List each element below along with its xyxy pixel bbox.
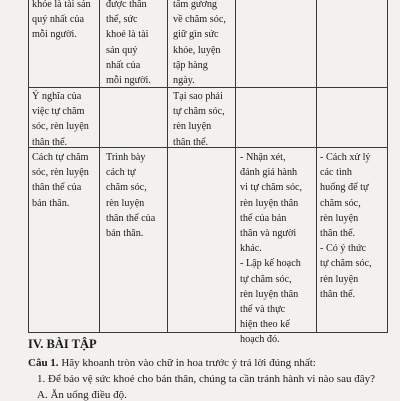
table-border-col4 — [235, 0, 236, 333]
table-cell-r1-c2: được thân thể, sức khoẻ là tài sản quý nhất của mỗi người. — [106, 0, 151, 87]
question-1-option-a: A. Ăn uống điều độ. — [37, 389, 127, 401]
question-1-text: Hãy khoanh tròn vào chữ in hoa trước ý trả lời đúng nhất: — [58, 357, 316, 369]
table-border-col2 — [99, 0, 100, 333]
question-1-line — [28, 357, 316, 369]
table-border-col3 — [167, 0, 168, 333]
table-cell-r1-c1: khỏe là tài sản quý nhất của mỗi người. — [32, 0, 91, 41]
question-1-label: Câu 1. — [28, 357, 59, 369]
table-cell-r3-c2: Trình bày cách tự chăm sóc, rèn luyện thân thể của bản thân. — [106, 152, 156, 240]
section-heading: IV. BÀI TẬP — [28, 337, 97, 351]
table-cell-r3-c4: - Nhận xét, đánh giá hành vi tự chăm sóc, rèn luyện thân thể của bản thân và người khác. - Lập kế hoạch tự chăm sóc, rèn luyện thân thể và thực hiện theo kế hoạch đó. — [240, 152, 303, 346]
table-cell-r1-c3: tấm gương về chăm sóc, giữ gìn sức khỏe, luyện tập hàng ngày. — [173, 0, 226, 87]
table-border-bottom — [28, 332, 388, 333]
table-cell-r2-c3: Tại sao phải tự chăm sóc, rèn luyện thân thể. — [173, 91, 225, 148]
table-cell-r2-c1: Ý nghĩa của việc tự chăm sóc, rèn luyện thân thể. — [32, 91, 89, 148]
table-cell-r3-c5: - Cách xử lý các tình huống để tự chăm sóc, rèn luyện thân thể. - Có ý thức tự chăm sóc, rèn luyện thân thể. — [320, 152, 372, 300]
table-border-col5 — [316, 0, 317, 333]
question-1-item-1: 1. Để bảo vệ sức khoẻ cho bản thân, chúng ta cần tránh hành vi nào sau đây? — [37, 373, 375, 385]
table-border-left — [28, 0, 29, 333]
table-cell-r3-c1: Cách tự chăm sóc, rèn luyện thân thể của bản thân. — [32, 152, 89, 209]
table-border-right — [387, 0, 388, 333]
